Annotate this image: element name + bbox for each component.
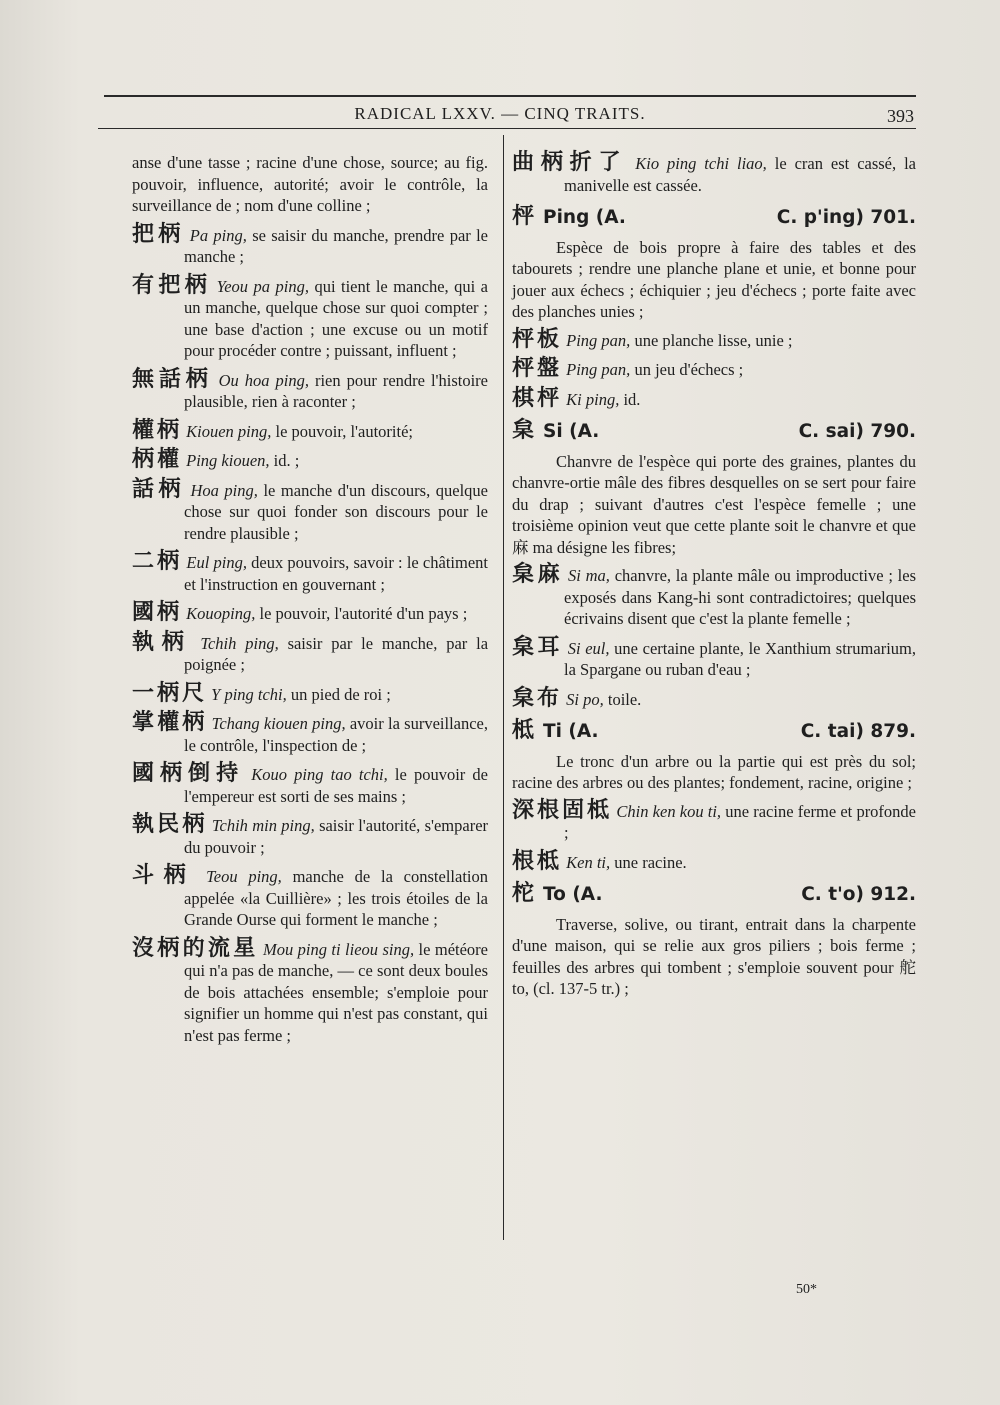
entry-characters: 深根固柢 (512, 797, 613, 823)
entry-definition: qui tient le manche, qui a un manche, quelque chose sur quoi compter ; une base d'action ; une excuse ou un motif pour procéder contre ; puissant, influent ; (184, 276, 489, 360)
heading-left (512, 206, 626, 229)
entry-definition: avoir la surveillance, le contrôle, l'inspection de ; (184, 714, 489, 755)
section-heading (512, 206, 916, 229)
entry-definition: le pouvoir, l'autorité; (275, 421, 414, 441)
entry-definition: id. ; (273, 451, 300, 470)
entry-romanization: Kouo ping tao tchi, (251, 765, 388, 784)
entry-definition: un jeu d'échecs ; (634, 360, 744, 379)
entry-characters: 枲布 (512, 685, 563, 711)
dictionary-entry (132, 712, 488, 756)
entry-definition: manche de la constellation appelée «la Cuillière» ; les trois étoiles de la Grande Ourse qui forment le manche ; (184, 867, 488, 929)
page-number: 393 (887, 106, 914, 126)
entry-romanization: Y ping tchi, (211, 684, 287, 704)
dictionary-entry (132, 551, 488, 595)
dictionary-entry (512, 634, 916, 681)
top-rule (104, 95, 916, 97)
right-sections (512, 206, 916, 1000)
radical-section (512, 720, 916, 873)
radical-section (512, 883, 916, 1000)
dictionary-entry (132, 417, 488, 443)
entry-romanization: Ki ping, (566, 389, 620, 409)
heading-romanization: Ti (A. (543, 721, 599, 742)
entry-characters: 枲麻 (512, 562, 564, 587)
radical-section (512, 420, 916, 710)
entry-characters: 掌權柄 (132, 710, 208, 735)
entry-characters: 執民柄 (132, 812, 208, 837)
entry-romanization: Ping pan, (566, 330, 631, 350)
dictionary-entry (512, 797, 917, 844)
section-heading (512, 720, 916, 743)
entry-characters: 國柄 (132, 600, 183, 625)
heading-character: 柢 (512, 718, 538, 743)
entry-romanization: Pa ping, (189, 225, 247, 245)
heading-left (512, 883, 602, 906)
entry-characters: 曲柄折了 (512, 150, 628, 175)
dictionary-entry (512, 385, 916, 411)
entry-definition: une racine ferme et profonde ; (564, 801, 917, 842)
dictionary-entry (512, 152, 916, 196)
entry-romanization: Chin ken kou ti, (616, 801, 722, 821)
section-definition: Traverse, solive, ou tirant, entrait dans la charpente d'une maison, qui se relie aux gros piliers ; bois ferme ; feuilles des arbres qui tombent ; s'emploie souvent pour 舵 to, (cl. 137-5 tr.) ; (512, 914, 916, 998)
entry-romanization: Hoa ping, (190, 480, 258, 500)
column-divider (503, 135, 504, 1240)
dictionary-entry (132, 935, 489, 1047)
entry-characters: 話柄 (132, 476, 185, 502)
dictionary-entry (132, 814, 488, 858)
entry-definition: rien pour rendre l'histoire plausible, rien à raconter ; (184, 370, 489, 411)
dictionary-entry (512, 564, 916, 630)
heading-romanization: To (A. (543, 884, 603, 905)
entry-romanization: Kiouen ping, (186, 421, 272, 441)
dictionary-entry (132, 865, 488, 931)
dictionary-entry (132, 476, 488, 545)
dictionary-entry (512, 685, 916, 711)
entry-romanization: Tchang kiouen ping, (211, 714, 346, 733)
heading-left (512, 420, 599, 443)
entry-definition: le météore qui n'a pas de manche, — ce sont deux boules de bois attachées ensemble; s'emploie pour signifier un homme qui n'est pas constant, qui n'est pas ferme ; (184, 939, 489, 1045)
dictionary-entry (132, 272, 489, 362)
heading-cantonese-code: C. sai) 790. (798, 421, 916, 442)
entry-definition: le manche d'un discours, quelque chose sur quoi fonder son discours pour le rendre plausible ; (184, 480, 488, 543)
entry-characters: 把柄 (132, 221, 185, 247)
section-heading (512, 883, 916, 906)
dictionary-entry (132, 629, 489, 676)
entry-romanization: Ou hoa ping, (218, 370, 309, 390)
heading-character: 柁 (512, 881, 538, 906)
entry-definition: un pied de roi ; (290, 684, 391, 704)
entry-definition: chanvre, la plante mâle ou improductive ; les exposés dans Kang-hi sont contradictoires; quelques écrivains disent que c'est la plante femelle ; (564, 566, 917, 628)
section-definition: Le tronc d'un arbre ou la partie qui est près du sol; racine des arbres ou des plantes; fondement, racine, origine ; (512, 751, 916, 792)
entry-romanization: Yeou pa ping, (216, 276, 309, 296)
left-column (132, 152, 488, 1053)
entry-romanization: Mou ping ti lieou sing, (262, 939, 415, 959)
entry-characters: 枲耳 (512, 634, 564, 660)
entry-romanization: Si ma, (568, 566, 610, 585)
entry-definition: une certaine plante, le Xanthium strumarium, la Spargane ou ruban d'eau ; (564, 638, 916, 679)
dictionary-entry (132, 763, 488, 807)
entry-definition: une racine. (614, 852, 687, 872)
radical-section (512, 206, 916, 410)
entry-characters: 無話柄 (132, 366, 213, 392)
entry-definition: le pouvoir, l'autorité d'un pays ; (259, 604, 468, 623)
section-definition: Chanvre de l'espèce qui porte des graines, plantes du chanvre-ortie mâle des fibres desquelles on se sert pour faire du drap ; suivant d'autres c'est l'espèce femelle ; une troisième opinion veut que cette plante soit le chanvre et que 麻 ma désigne les fibres; (512, 451, 916, 557)
entry-characters: 權柄 (132, 417, 183, 443)
entry-characters: 一柄尺 (132, 680, 208, 706)
entry-romanization: Kouoping, (186, 604, 256, 623)
entry-romanization: Tchih min ping, (211, 816, 315, 835)
entry-definition: saisir l'autorité, s'emparer du pouvoir ; (184, 816, 489, 857)
signature-mark: 50* (796, 1282, 817, 1297)
entry-definition: se saisir du manche, prendre par le manche ; (184, 225, 488, 266)
entry-romanization: Kio ping tchi liao, (635, 154, 767, 173)
entry-definition: saisir par le manche, par la poignée ; (184, 633, 489, 674)
entry-characters: 有把柄 (132, 272, 212, 298)
running-head: RADICAL LXXV. — CINQ TRAITS. (354, 104, 646, 123)
entry-romanization: Si po, (566, 689, 604, 709)
heading-character: 枲 (512, 418, 538, 443)
entry-definition: une planche lisse, unie ; (634, 330, 793, 350)
heading-romanization: Ping (A. (543, 207, 626, 228)
left-entries (132, 221, 489, 1047)
entry-definition: deux pouvoirs, savoir : le châtiment et l'instruction en gouvernant ; (184, 553, 488, 594)
entry-characters: 執柄 (132, 629, 192, 655)
section-heading (512, 420, 916, 443)
heading-cantonese-code: C. p'ing) 701. (776, 207, 916, 228)
entry-definition: le pouvoir de l'empereur est sorti de ses mains ; (184, 765, 488, 806)
entry-characters: 二柄 (132, 549, 183, 574)
heading-left (512, 720, 599, 743)
entry-romanization: Teou ping, (206, 867, 282, 886)
dictionary-entry (512, 326, 916, 352)
heading-cantonese-code: C. tai) 879. (800, 721, 916, 742)
heading-character: 枰 (512, 204, 538, 229)
entry-definition: toile. (607, 689, 642, 709)
entry-romanization: Si eul, (567, 638, 610, 658)
entry-characters: 柄權 (132, 447, 183, 472)
entry-definition: id. (623, 389, 641, 409)
entry-romanization: Ping kiouen, (186, 451, 270, 470)
entry-characters: 沒柄的流星 (132, 935, 259, 961)
dictionary-entry (132, 680, 488, 706)
heading-romanization: Si (A. (543, 421, 600, 442)
entry-romanization: Tchih ping, (200, 633, 279, 653)
dictionary-entry (132, 221, 488, 268)
dictionary-entry (132, 602, 488, 625)
entry-romanization: Ping pan, (566, 360, 631, 379)
entry-characters: 棋枰 (512, 385, 563, 411)
entry-definition: le cran est cassé, la manivelle est cassée. (564, 154, 916, 195)
header-rule (98, 128, 916, 129)
entry-characters: 枰板 (512, 326, 563, 352)
entry-romanization: Ken ti, (566, 852, 611, 872)
dictionary-entry (512, 358, 916, 381)
intro-text: anse d'une tasse ; racine d'une chose, source; au fig. pouvoir, influence, autorité; avoir le contrôle, la surveillance de ; nom d'une colline ; (132, 153, 488, 215)
entry-characters: 根柢 (512, 848, 563, 874)
right-column (512, 152, 916, 1006)
dictionary-entry (512, 848, 916, 874)
entry-romanization: Eul ping, (186, 553, 247, 572)
entry-characters: 枰盤 (512, 356, 563, 381)
dictionary-entry (132, 449, 488, 472)
dictionary-entry (132, 366, 489, 413)
entry-characters: 國柄倒持 (132, 761, 245, 786)
entry-characters: 斗柄 (132, 863, 196, 888)
heading-cantonese-code: C. t'o) 912. (801, 884, 916, 905)
section-definition: Espèce de bois propre à faire des tables et des tabourets ; rendre une planche plane et unie, et bonne pour jouer aux échecs ; échiquier ; jeu d'échecs ; porte faite avec des planches unies ; (512, 237, 916, 321)
